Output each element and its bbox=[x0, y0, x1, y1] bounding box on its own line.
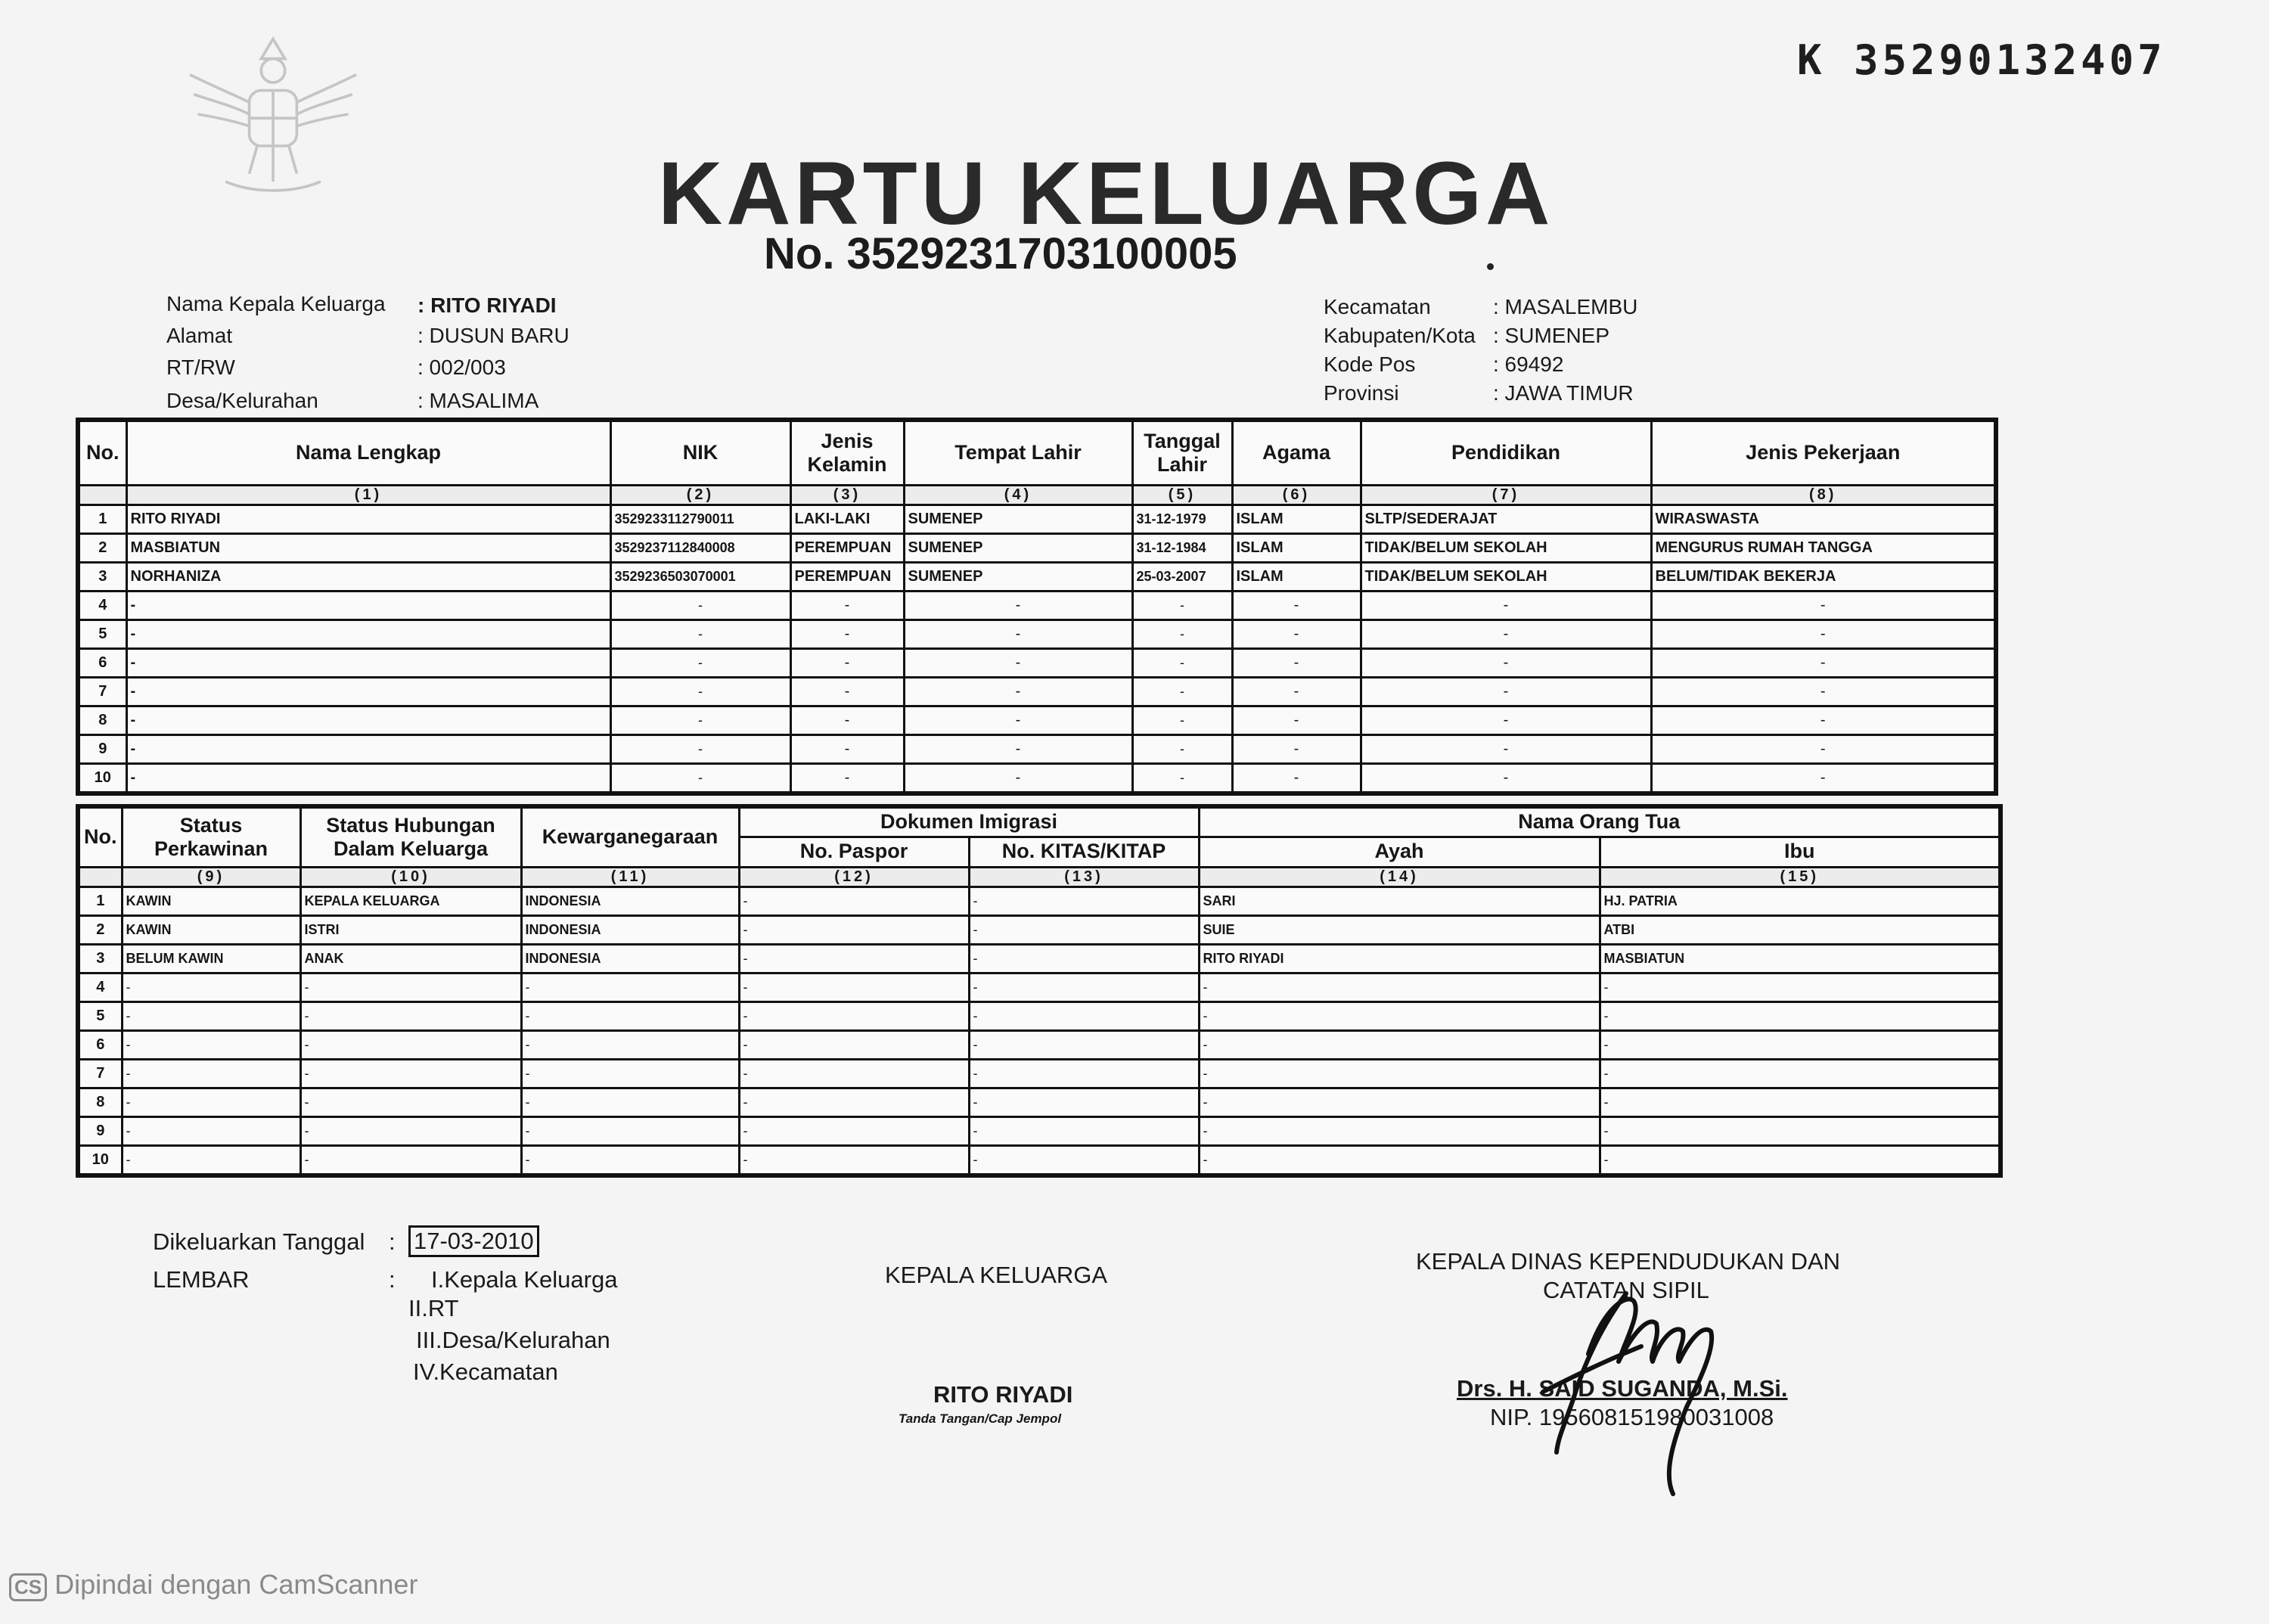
th-pekerjaan: Jenis Pekerjaan bbox=[1651, 420, 1996, 485]
cell-kitas: - bbox=[969, 973, 1199, 1001]
cell-agama: ISLAM bbox=[1232, 505, 1361, 533]
dinas-official-name: Drs. H. SAID SUGANDA, M.Si. bbox=[1457, 1375, 1788, 1402]
header-label-provinsi: Provinsi bbox=[1324, 381, 1399, 405]
cell-jk: - bbox=[790, 706, 904, 734]
table-row bbox=[78, 677, 1996, 706]
col-number-blank bbox=[78, 867, 122, 887]
family-status-table bbox=[76, 804, 2003, 1178]
cell-jk: PEREMPUAN bbox=[790, 562, 904, 591]
cell-hubungan: KEPALA KELUARGA bbox=[300, 887, 521, 915]
cell-nama: - bbox=[126, 677, 610, 706]
camscanner-watermark bbox=[9, 1569, 417, 1601]
table-row bbox=[78, 505, 1996, 533]
cell-status: - bbox=[122, 1030, 300, 1059]
cell-agama: - bbox=[1232, 763, 1361, 793]
cell-kitas: - bbox=[969, 1001, 1199, 1030]
family-members-table bbox=[76, 418, 1998, 796]
th-agama: Agama bbox=[1232, 420, 1361, 485]
cell-kitas: - bbox=[969, 915, 1199, 944]
header-value-rtrw: : 002/003 bbox=[417, 356, 506, 379]
cell-tgl: 31-12-1984 bbox=[1132, 533, 1232, 562]
kepala-keluarga-caption: Tanda Tangan/Cap Jempol bbox=[899, 1411, 1062, 1426]
header-label-desa: Desa/Kelurahan bbox=[166, 389, 318, 412]
cell-nik: 3529236503070001 bbox=[610, 562, 790, 591]
col-number: (6) bbox=[1232, 485, 1361, 505]
cell-agama: - bbox=[1232, 648, 1361, 677]
cell-nik: - bbox=[610, 648, 790, 677]
col-number: (7) bbox=[1361, 485, 1651, 505]
cell-no: 2 bbox=[78, 915, 122, 944]
cell-tempat: SUMENEP bbox=[904, 562, 1132, 591]
cell-no: 4 bbox=[78, 973, 122, 1001]
th-nama: Nama Lengkap bbox=[126, 420, 610, 485]
table-row bbox=[78, 734, 1996, 763]
table-row bbox=[78, 973, 2001, 1001]
th2-ayah: Ayah bbox=[1199, 837, 1600, 867]
cell-status: - bbox=[122, 973, 300, 1001]
cell-nama: - bbox=[126, 734, 610, 763]
cell-hubungan: - bbox=[300, 1088, 521, 1116]
cell-ibu: - bbox=[1600, 973, 2001, 1001]
cell-tempat: - bbox=[904, 706, 1132, 734]
cell-pendidikan: - bbox=[1361, 591, 1651, 619]
cell-hubungan: - bbox=[300, 1001, 521, 1030]
cell-no: 4 bbox=[78, 591, 126, 619]
th2-kitas: No. KITAS/KITAP bbox=[969, 837, 1199, 867]
cell-ibu: MASBIATUN bbox=[1600, 944, 2001, 973]
family-card-number: No. 3529231703100005 bbox=[764, 229, 1237, 278]
sheet-item-1: I.Kepala Keluarga bbox=[431, 1266, 618, 1293]
cell-no: 5 bbox=[78, 619, 126, 648]
cell-agama: - bbox=[1232, 706, 1361, 734]
kepala-keluarga-name: RITO RIYADI bbox=[933, 1381, 1073, 1408]
cell-agama: ISLAM bbox=[1232, 533, 1361, 562]
header-value-kodepos: : 69492 bbox=[1493, 352, 1564, 376]
cell-jk: - bbox=[790, 591, 904, 619]
cell-no: 9 bbox=[78, 1116, 122, 1145]
col-number: (14) bbox=[1199, 867, 1600, 887]
cell-pendidikan: - bbox=[1361, 619, 1651, 648]
cell-pendidikan: - bbox=[1361, 763, 1651, 793]
table-row bbox=[78, 533, 1996, 562]
issued-label: Dikeluarkan Tanggal bbox=[153, 1228, 365, 1255]
cell-nama: NORHANIZA bbox=[126, 562, 610, 591]
table-row bbox=[78, 887, 2001, 915]
cell-paspor: - bbox=[739, 1116, 969, 1145]
cell-tgl: 25-03-2007 bbox=[1132, 562, 1232, 591]
header-label-rtrw: RT/RW bbox=[166, 356, 235, 379]
cell-no: 10 bbox=[78, 763, 126, 793]
sheet-colon: : bbox=[389, 1266, 396, 1293]
cell-tempat: SUMENEP bbox=[904, 533, 1132, 562]
cell-tempat: - bbox=[904, 677, 1132, 706]
cell-nama: - bbox=[126, 648, 610, 677]
cell-pendidikan: - bbox=[1361, 734, 1651, 763]
table-row bbox=[78, 591, 1996, 619]
cell-nik: - bbox=[610, 591, 790, 619]
document-serial: K 35290132407 bbox=[1797, 36, 2166, 84]
cell-tgl: - bbox=[1132, 734, 1232, 763]
cell-ibu: - bbox=[1600, 1116, 2001, 1145]
col-number: (10) bbox=[300, 867, 521, 887]
stray-dot bbox=[1487, 263, 1494, 270]
table-row bbox=[78, 706, 1996, 734]
cell-ayah: SARI bbox=[1199, 887, 1600, 915]
cell-no: 7 bbox=[78, 677, 126, 706]
cell-status: - bbox=[122, 1001, 300, 1030]
cell-ayah: - bbox=[1199, 1116, 1600, 1145]
th-tempat-lahir: Tempat Lahir bbox=[904, 420, 1132, 485]
cell-wn: INDONESIA bbox=[521, 944, 739, 973]
cell-pendidikan: - bbox=[1361, 648, 1651, 677]
cell-wn: - bbox=[521, 1088, 739, 1116]
th-pendidikan: Pendidikan bbox=[1361, 420, 1651, 485]
th2-kewarganegaraan: Kewarganegaraan bbox=[521, 806, 739, 867]
cell-wn: INDONESIA bbox=[521, 887, 739, 915]
cell-tempat: - bbox=[904, 591, 1132, 619]
cell-status: - bbox=[122, 1116, 300, 1145]
cell-no: 9 bbox=[78, 734, 126, 763]
cell-no: 7 bbox=[78, 1059, 122, 1088]
cell-jk: - bbox=[790, 619, 904, 648]
cell-pekerjaan: - bbox=[1651, 677, 1996, 706]
cell-paspor: - bbox=[739, 1001, 969, 1030]
cell-wn: - bbox=[521, 1030, 739, 1059]
cell-wn: - bbox=[521, 973, 739, 1001]
cell-paspor: - bbox=[739, 1059, 969, 1088]
dinas-title-line1: KEPALA DINAS KEPENDUDUKAN DAN bbox=[1416, 1248, 1841, 1275]
cell-ibu: - bbox=[1600, 1145, 2001, 1175]
cell-paspor: - bbox=[739, 1030, 969, 1059]
th2-dokumen: Dokumen Imigrasi bbox=[739, 806, 1199, 837]
cell-ibu: HJ. PATRIA bbox=[1600, 887, 2001, 915]
col-number: (12) bbox=[739, 867, 969, 887]
cell-ayah: SUIE bbox=[1199, 915, 1600, 944]
cell-tgl: 31-12-1979 bbox=[1132, 505, 1232, 533]
header-value-kecamatan: : MASALEMBU bbox=[1493, 295, 1638, 318]
garuda-emblem-icon bbox=[174, 15, 372, 213]
cell-agama: - bbox=[1232, 619, 1361, 648]
table-row bbox=[78, 1059, 2001, 1088]
col-number: (11) bbox=[521, 867, 739, 887]
official-signature-icon bbox=[1513, 1278, 1755, 1498]
cell-nama: - bbox=[126, 619, 610, 648]
cell-no: 8 bbox=[78, 706, 126, 734]
header-label-alamat: Alamat bbox=[166, 324, 233, 347]
col-number: (4) bbox=[904, 485, 1132, 505]
cell-ibu: - bbox=[1600, 1030, 2001, 1059]
cell-nama: MASBIATUN bbox=[126, 533, 610, 562]
th2-status: Status Perkawinan bbox=[122, 806, 300, 867]
cell-tgl: - bbox=[1132, 619, 1232, 648]
cell-kitas: - bbox=[969, 1030, 1199, 1059]
cell-hubungan: ISTRI bbox=[300, 915, 521, 944]
cell-ayah: - bbox=[1199, 1059, 1600, 1088]
cell-paspor: - bbox=[739, 973, 969, 1001]
cell-no: 5 bbox=[78, 1001, 122, 1030]
kepala-keluarga-title: KEPALA KELUARGA bbox=[885, 1262, 1108, 1288]
cell-hubungan: - bbox=[300, 1145, 521, 1175]
th-jenis-kelamin: Jenis Kelamin bbox=[790, 420, 904, 485]
cell-jk: - bbox=[790, 734, 904, 763]
cell-ayah: RITO RIYADI bbox=[1199, 944, 1600, 973]
cell-pendidikan: - bbox=[1361, 706, 1651, 734]
cell-nama: - bbox=[126, 591, 610, 619]
cell-jk: - bbox=[790, 763, 904, 793]
cell-agama: - bbox=[1232, 734, 1361, 763]
cell-jk: LAKI-LAKI bbox=[790, 505, 904, 533]
cell-nik: - bbox=[610, 677, 790, 706]
cell-pekerjaan: - bbox=[1651, 763, 1996, 793]
cell-wn: - bbox=[521, 1001, 739, 1030]
header-value-alamat: : DUSUN BARU bbox=[417, 324, 570, 347]
table-row bbox=[78, 1030, 2001, 1059]
col-number: (2) bbox=[610, 485, 790, 505]
cell-pendidikan: SLTP/SEDERAJAT bbox=[1361, 505, 1651, 533]
cell-no: 3 bbox=[78, 562, 126, 591]
cell-ayah: - bbox=[1199, 1088, 1600, 1116]
table-row bbox=[78, 562, 1996, 591]
cell-tgl: - bbox=[1132, 677, 1232, 706]
cell-paspor: - bbox=[739, 944, 969, 973]
cell-paspor: - bbox=[739, 887, 969, 915]
cell-tgl: - bbox=[1132, 591, 1232, 619]
cell-jk: - bbox=[790, 677, 904, 706]
header-label-kepala: Nama Kepala Keluarga bbox=[166, 292, 386, 315]
cell-no: 3 bbox=[78, 944, 122, 973]
table-row bbox=[78, 1001, 2001, 1030]
cell-status: - bbox=[122, 1145, 300, 1175]
cell-jk: - bbox=[790, 648, 904, 677]
cell-pekerjaan: WIRASWASTA bbox=[1651, 505, 1996, 533]
header-label-kabupaten: Kabupaten/Kota bbox=[1324, 324, 1476, 347]
cell-tempat: - bbox=[904, 648, 1132, 677]
cell-no: 6 bbox=[78, 648, 126, 677]
th2-orangtua: Nama Orang Tua bbox=[1199, 806, 2001, 837]
cell-ayah: - bbox=[1199, 1145, 1600, 1175]
cell-tempat: - bbox=[904, 619, 1132, 648]
col-number: (15) bbox=[1600, 867, 2001, 887]
cell-nama: - bbox=[126, 706, 610, 734]
sheet-item-2: II.RT bbox=[408, 1295, 459, 1321]
cell-hubungan: - bbox=[300, 973, 521, 1001]
table-row bbox=[78, 763, 1996, 793]
col-number: (3) bbox=[790, 485, 904, 505]
cell-hubungan: - bbox=[300, 1116, 521, 1145]
cell-tgl: - bbox=[1132, 706, 1232, 734]
cell-kitas: - bbox=[969, 944, 1199, 973]
cell-wn: INDONESIA bbox=[521, 915, 739, 944]
issued-colon: : bbox=[389, 1228, 396, 1255]
sheet-label: LEMBAR bbox=[153, 1266, 250, 1293]
cell-ibu: - bbox=[1600, 1088, 2001, 1116]
th-no: No. bbox=[78, 420, 126, 485]
dinas-official-nip: NIP. 195608151980031008 bbox=[1490, 1404, 1774, 1430]
dinas-title-line2: CATATAN SIPIL bbox=[1543, 1277, 1709, 1303]
table-row bbox=[78, 1116, 2001, 1145]
cell-ayah: - bbox=[1199, 1001, 1600, 1030]
cell-wn: - bbox=[521, 1145, 739, 1175]
th2-hubungan: Status Hubungan Dalam Keluarga bbox=[300, 806, 521, 867]
document-title: KARTU KELUARGA bbox=[658, 144, 1554, 244]
header-value-kabupaten: : SUMENEP bbox=[1493, 324, 1610, 347]
cell-tempat: - bbox=[904, 734, 1132, 763]
table-row bbox=[78, 619, 1996, 648]
header-right bbox=[1324, 295, 1777, 408]
camscanner-text: Dipindai dengan CamScanner bbox=[54, 1569, 418, 1600]
col-number: (8) bbox=[1651, 485, 1996, 505]
cell-ibu: - bbox=[1600, 1001, 2001, 1030]
th2-paspor: No. Paspor bbox=[739, 837, 969, 867]
cell-pekerjaan: - bbox=[1651, 591, 1996, 619]
cell-status: KAWIN bbox=[122, 915, 300, 944]
cell-hubungan: - bbox=[300, 1059, 521, 1088]
cell-nik: 3529237112840008 bbox=[610, 533, 790, 562]
cell-kitas: - bbox=[969, 887, 1199, 915]
cell-kitas: - bbox=[969, 1145, 1199, 1175]
header-left bbox=[166, 292, 771, 413]
table-row bbox=[78, 1088, 2001, 1116]
cell-ayah: - bbox=[1199, 973, 1600, 1001]
col-number-blank bbox=[78, 485, 126, 505]
cell-agama: ISLAM bbox=[1232, 562, 1361, 591]
th-nik: NIK bbox=[610, 420, 790, 485]
th2-no: No. bbox=[78, 806, 122, 867]
cell-kitas: - bbox=[969, 1059, 1199, 1088]
cell-paspor: - bbox=[739, 915, 969, 944]
cell-status: KAWIN bbox=[122, 887, 300, 915]
cell-ibu: - bbox=[1600, 1059, 2001, 1088]
cell-pendidikan: TIDAK/BELUM SEKOLAH bbox=[1361, 562, 1651, 591]
cell-nik: - bbox=[610, 706, 790, 734]
cell-agama: - bbox=[1232, 591, 1361, 619]
cell-pekerjaan: - bbox=[1651, 619, 1996, 648]
cell-no: 6 bbox=[78, 1030, 122, 1059]
cell-pekerjaan: - bbox=[1651, 734, 1996, 763]
issued-date: 17-03-2010 bbox=[408, 1225, 539, 1257]
table-row bbox=[78, 915, 2001, 944]
header-label-kodepos: Kode Pos bbox=[1324, 352, 1416, 376]
cell-ibu: ATBI bbox=[1600, 915, 2001, 944]
header-value-desa: : MASALIMA bbox=[417, 389, 539, 412]
header-label-kecamatan: Kecamatan bbox=[1324, 295, 1431, 318]
th-tanggal-lahir: Tanggal Lahir bbox=[1132, 420, 1232, 485]
cell-pekerjaan: - bbox=[1651, 706, 1996, 734]
sheet-item-4: IV.Kecamatan bbox=[413, 1359, 558, 1385]
cell-tempat: - bbox=[904, 763, 1132, 793]
sheet-item-3: III.Desa/Kelurahan bbox=[416, 1327, 610, 1353]
col-number: (5) bbox=[1132, 485, 1232, 505]
cell-tgl: - bbox=[1132, 648, 1232, 677]
cell-no: 10 bbox=[78, 1145, 122, 1175]
cell-kitas: - bbox=[969, 1116, 1199, 1145]
cell-kitas: - bbox=[969, 1088, 1199, 1116]
cell-no: 2 bbox=[78, 533, 126, 562]
cell-no: 1 bbox=[78, 887, 122, 915]
camscanner-logo-icon: CS bbox=[9, 1573, 47, 1601]
header-value-provinsi: : JAWA TIMUR bbox=[1493, 381, 1634, 405]
cell-ayah: - bbox=[1199, 1030, 1600, 1059]
cell-nama: - bbox=[126, 763, 610, 793]
cell-paspor: - bbox=[739, 1088, 969, 1116]
table-row bbox=[78, 648, 1996, 677]
cell-pendidikan: - bbox=[1361, 677, 1651, 706]
cell-nik: 3529233112790011 bbox=[610, 505, 790, 533]
cell-status: - bbox=[122, 1088, 300, 1116]
cell-status: - bbox=[122, 1059, 300, 1088]
cell-status: BELUM KAWIN bbox=[122, 944, 300, 973]
cell-nik: - bbox=[610, 734, 790, 763]
col-number: (9) bbox=[122, 867, 300, 887]
cell-agama: - bbox=[1232, 677, 1361, 706]
cell-paspor: - bbox=[739, 1145, 969, 1175]
cell-tgl: - bbox=[1132, 763, 1232, 793]
cell-pendidikan: TIDAK/BELUM SEKOLAH bbox=[1361, 533, 1651, 562]
cell-pekerjaan: - bbox=[1651, 648, 1996, 677]
cell-nik: - bbox=[610, 763, 790, 793]
cell-pekerjaan: BELUM/TIDAK BEKERJA bbox=[1651, 562, 1996, 591]
cell-nik: - bbox=[610, 619, 790, 648]
cell-wn: - bbox=[521, 1059, 739, 1088]
cell-nama: RITO RIYADI bbox=[126, 505, 610, 533]
cell-tempat: SUMENEP bbox=[904, 505, 1132, 533]
th2-ibu: Ibu bbox=[1600, 837, 2001, 867]
cell-jk: PEREMPUAN bbox=[790, 533, 904, 562]
col-number: (13) bbox=[969, 867, 1199, 887]
cell-no: 8 bbox=[78, 1088, 122, 1116]
header-value-kepala: : RITO RIYADI bbox=[417, 293, 557, 317]
cell-hubungan: ANAK bbox=[300, 944, 521, 973]
table-row bbox=[78, 1145, 2001, 1175]
cell-pekerjaan: MENGURUS RUMAH TANGGA bbox=[1651, 533, 1996, 562]
table-row bbox=[78, 944, 2001, 973]
col-number: (1) bbox=[126, 485, 610, 505]
cell-no: 1 bbox=[78, 505, 126, 533]
cell-wn: - bbox=[521, 1116, 739, 1145]
cell-hubungan: - bbox=[300, 1030, 521, 1059]
